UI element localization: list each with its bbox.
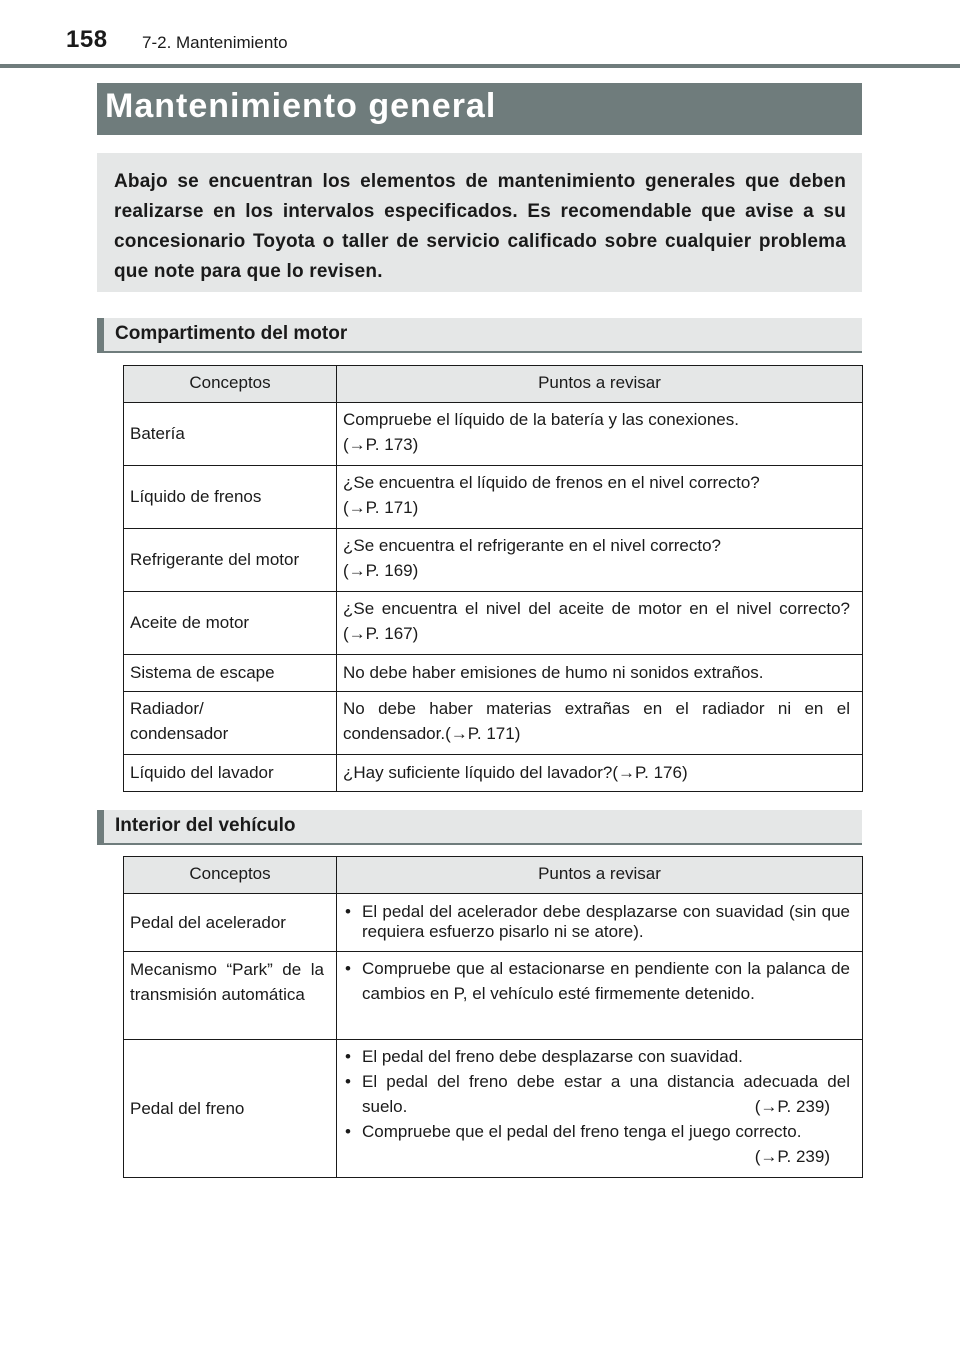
table-row [124,1040,863,1178]
bullet-icon: • [345,902,351,921]
header-rule [0,64,960,68]
page-title: Mantenimiento general [105,87,497,125]
table-row [124,952,863,1040]
table-header-row [124,366,863,403]
bullet-text: Compruebe que al estacionarse en pendiente con la palanca de cambios en P, el vehículo esté firmemente detenido. [362,959,850,1003]
table-row [124,529,863,592]
row-concept: Líquido de frenos [124,466,337,529]
row-check [337,952,863,1040]
intro-box [97,153,862,292]
row-concept: Refrigerante del motor [124,529,337,592]
check-text: ¿Se encuentra el líquido de frenos en el nivel correcto? [343,473,760,492]
table-row [124,655,863,692]
bullet-icon: • [345,1047,351,1066]
row-check: ¿Hay suficiente líquido del lavador?(→P. 176) [337,755,863,792]
bullet-item [343,956,850,1006]
table-row [124,466,863,529]
check-text: Compruebe el líquido de la batería y las conexiones. [343,410,739,429]
page-reference: (→P. 239) [754,1097,830,1116]
table-row [124,403,863,466]
column-header-concepts: Conceptos [124,857,337,894]
page-reference: (→P. 173) [343,435,419,454]
engine-table [123,365,863,792]
column-header-concepts: Conceptos [124,366,337,403]
row-concept: Pedal del freno [124,1040,337,1178]
bullet-item [343,1119,850,1166]
bullet-list [343,902,850,942]
row-check [337,894,863,952]
row-concept: Aceite de motor [124,592,337,655]
bullet-icon: • [345,959,351,978]
bullet-item [343,902,850,942]
table-row [124,894,863,952]
table-row [124,592,863,655]
row-concept: Batería [124,403,337,466]
bullet-text: El pedal del freno debe desplazarse con suavidad. [362,1047,743,1066]
bullet-text: Compruebe que el pedal del freno tenga el juego correcto. [362,1122,802,1141]
bullet-text: El pedal del freno debe estar a una distancia adecuada del suelo. [362,1072,850,1116]
page-reference: (→P. 171) [343,498,419,517]
engine-section-header [97,318,862,353]
intro-text: Abajo se encuentran los elementos de mantenimiento generales que deben realizarse en los intervalos especificados. Es recomendable que avise a su concesionario Toyota o taller de servicio calificado sobre cualquier problema que note para que lo revisen. [114,171,846,282]
table-header-row [124,857,863,894]
row-check [337,466,863,529]
page-header [0,0,960,68]
bullet-item [343,1069,850,1119]
interior-section-header [97,810,862,845]
bullet-list [343,956,850,1006]
row-concept: Mecanismo “Park” de la transmisión automática [124,952,337,1040]
bullet-item [343,1044,850,1069]
page-reference: (→P. 239) [754,1147,830,1166]
bullet-list [343,1044,850,1166]
title-bar [97,83,862,135]
row-check [337,529,863,592]
bullet-icon: • [345,1072,351,1091]
page-number: 158 [66,26,108,53]
row-check: ¿Se encuentra el nivel del aceite de motor en el nivel correcto?(→P. 167) [337,592,863,655]
row-concept: Pedal del acelerador [124,894,337,952]
column-header-checks: Puntos a revisar [337,857,863,894]
column-header-checks: Puntos a revisar [337,366,863,403]
check-text: ¿Se encuentra el refrigerante en el nivel correcto? [343,536,721,555]
engine-section-title: Compartimento del motor [115,323,348,344]
row-concept: Sistema de escape [124,655,337,692]
page-reference: (→P. 169) [343,561,419,580]
row-concept: Líquido del lavador [124,755,337,792]
section-label: 7-2. Mantenimiento [142,33,288,52]
row-check: No debe haber emisiones de humo ni sonidos extraños. [337,655,863,692]
table-row [124,692,863,755]
bullet-text: El pedal del acelerador debe desplazarse con suavidad (sin que requiera esfuerzo pisarlo ni se atore). [362,902,850,941]
table-row [124,755,863,792]
interior-table [123,856,863,1178]
row-check [337,1040,863,1178]
row-check: No debe haber materias extrañas en el radiador ni en el condensador.(→P. 171) [337,692,863,755]
row-check [337,403,863,466]
interior-section-title: Interior del vehículo [115,815,296,836]
row-concept: Radiador/ condensador [124,692,337,755]
bullet-icon: • [345,1122,351,1141]
